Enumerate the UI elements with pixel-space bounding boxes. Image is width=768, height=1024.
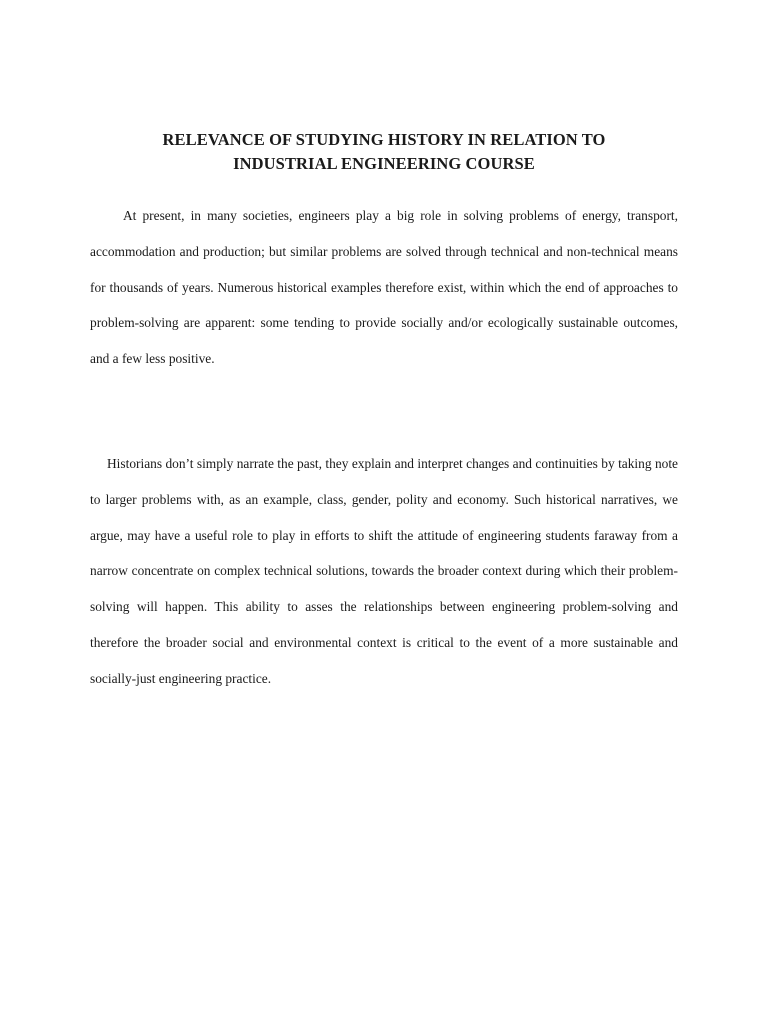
title-line-2: INDUSTRIAL ENGINEERING COURSE <box>233 154 535 173</box>
paragraph-1: At present, in many societies, engineers play a big role in solving problems of energy, transport, accommodation and production; but similar problems are solved through technical and non-technical means for thousands of years. Numerous historical examples therefore exist, within which the end of approaches to problem-solving are apparent: some tending to provide socially and/or ecologically sustainable outcomes, and a few less positive. <box>90 208 678 367</box>
title-line-1: RELEVANCE OF STUDYING HISTORY IN RELATION TO <box>162 130 606 149</box>
paragraph-2: Historians don’t simply narrate the past, they explain and interpret changes and continuities by taking note to larger problems with, as an example, class, gender, polity and economy. Such historical narratives, we argue, may have a useful role to play in efforts to shift the attitude of engineering students faraway from a narrow concentrate on complex technical solutions, towards the broader context during which their problem-solving will happen. This ability to asses the relationships between engineering problem-solving and therefore the broader social and environmental context is critical to the event of a more sustainable and socially-just engineering practice. <box>90 456 678 686</box>
document-title <box>90 128 678 176</box>
